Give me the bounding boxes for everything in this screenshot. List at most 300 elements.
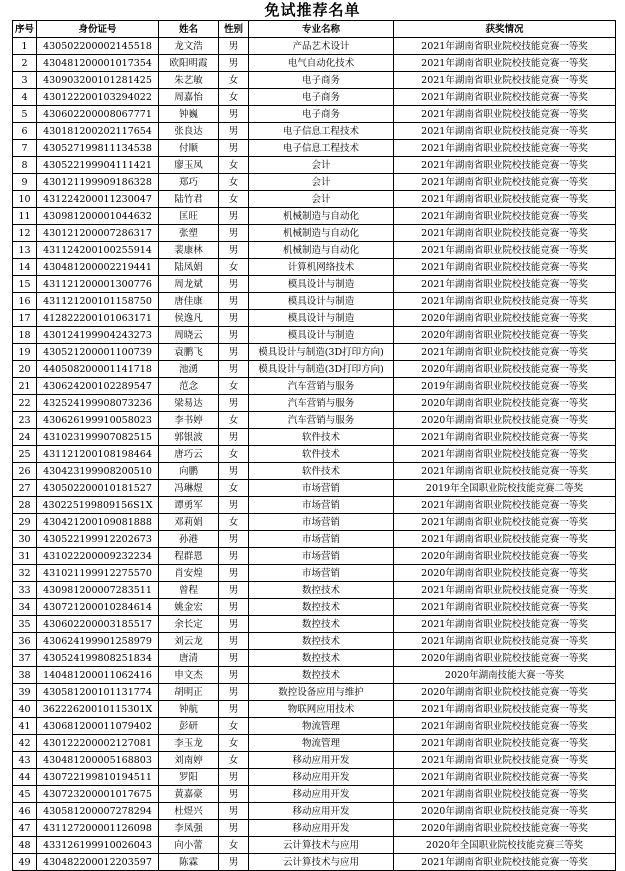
table-row [13,140,616,157]
cell-award: 2021年湖南省职业院校技能竞赛一等奖 [394,582,616,599]
table-row [13,55,616,72]
cell-gender: 男 [219,582,249,599]
cell-id-number: 431121200101158750 [37,293,159,310]
cell-name: 池湧 [159,361,219,378]
cell-major: 物流管理 [249,718,394,735]
cell-major: 市场营销 [249,548,394,565]
table-row [13,72,616,89]
cell-major: 市场营销 [249,514,394,531]
cell-award: 2021年湖南省职业院校技能竞赛一等奖 [394,344,616,361]
cell-name: 朱艺敏 [159,72,219,89]
table-row [13,191,616,208]
cell-id-number: 430225199809156S1X [37,497,159,514]
cell-id-number: 430121199909186328 [37,174,159,191]
table-row [13,106,616,123]
table-row [13,208,616,225]
cell-name: 梁易达 [159,395,219,412]
table-row [13,242,616,259]
cell-index: 47 [13,820,37,837]
cell-gender: 女 [219,157,249,174]
cell-index: 42 [13,735,37,752]
cell-major: 汽车营销与服务 [249,395,394,412]
table-body [13,38,616,871]
cell-award: 2021年湖南省职业院校技能竞赛一等奖 [394,157,616,174]
cell-gender: 女 [219,735,249,752]
cell-name: 袁鹏飞 [159,344,219,361]
cell-name: 钟巍 [159,106,219,123]
cell-name: 张塑 [159,225,219,242]
cell-index: 26 [13,463,37,480]
cell-id-number: 430502200010181527 [37,480,159,497]
cell-name: 黄嘉豪 [159,786,219,803]
table-row [13,616,616,633]
cell-award: 2021年湖南省职业院校技能竞赛一等奖 [394,514,616,531]
cell-gender: 男 [219,293,249,310]
cell-award: 2021年湖南省职业院校技能竞赛一等奖 [394,752,616,769]
cell-gender: 男 [219,701,249,718]
cell-award: 2021年湖南省职业院校技能竞赛一等奖 [394,531,616,548]
cell-id-number: 430122200002127081 [37,735,159,752]
cell-gender: 男 [219,395,249,412]
cell-award: 2021年湖南省职业院校技能竞赛一等奖 [394,854,616,871]
cell-award: 2020年湖南省职业院校技能竞赛一等奖 [394,548,616,565]
cell-id-number: 430722199810194511 [37,769,159,786]
table-row [13,582,616,599]
cell-award: 2021年湖南省职业院校技能竞赛一等奖 [394,174,616,191]
table-row [13,514,616,531]
cell-id-number: 430602200003185517 [37,616,159,633]
cell-award: 2021年湖南省职业院校技能竞赛一等奖 [394,701,616,718]
cell-major: 移动应用开发 [249,803,394,820]
cell-gender: 男 [219,463,249,480]
cell-major: 电子商务 [249,89,394,106]
cell-gender: 男 [219,310,249,327]
cell-name: 程群恩 [159,548,219,565]
cell-major: 市场营销 [249,497,394,514]
table-row [13,803,616,820]
cell-name: 姚金宏 [159,599,219,616]
cell-index: 12 [13,225,37,242]
cell-major: 模具设计与制造 [249,293,394,310]
table-row [13,497,616,514]
cell-award: 2021年湖南省职业院校技能竞赛一等奖 [394,446,616,463]
cell-award: 2021年湖南省职业院校技能竞赛一等奖 [394,599,616,616]
cell-major: 模具设计与制造 [249,276,394,293]
cell-major: 软件技术 [249,429,394,446]
cell-name: 李书婷 [159,412,219,429]
cell-award: 2019年湖南省职业院校技能竞赛一等奖 [394,378,616,395]
cell-major: 电子商务 [249,106,394,123]
cell-major: 机械制造与自动化 [249,208,394,225]
cell-award: 2021年湖南省职业院校技能竞赛一等奖 [394,633,616,650]
cell-award: 2021年湖南省职业院校技能竞赛一等奖 [394,38,616,55]
cell-id-number: 430481200002219441 [37,259,159,276]
cell-name: 彭研 [159,718,219,735]
cell-name: 唐佳康 [159,293,219,310]
header-name: 姓名 [159,21,219,38]
table-row [13,531,616,548]
cell-index: 32 [13,565,37,582]
cell-gender: 男 [219,684,249,701]
cell-id-number: 430581200101131774 [37,684,159,701]
cell-major: 模具设计与制造(3D打印方向) [249,344,394,361]
table-row [13,769,616,786]
cell-gender: 男 [219,820,249,837]
cell-name: 肖安煌 [159,565,219,582]
table-row [13,293,616,310]
cell-name: 陈霖 [159,854,219,871]
cell-gender: 男 [219,497,249,514]
cell-index: 44 [13,769,37,786]
cell-name: 冯琳煜 [159,480,219,497]
cell-gender: 男 [219,769,249,786]
cell-id-number: 430981200007283511 [37,582,159,599]
cell-index: 9 [13,174,37,191]
table-row [13,412,616,429]
cell-index: 29 [13,514,37,531]
cell-id-number: 431224200011230047 [37,191,159,208]
cell-name: 向小蕾 [159,837,219,854]
cell-major: 云计算技术与应用 [249,837,394,854]
cell-gender: 男 [219,327,249,344]
cell-major: 数控技术 [249,650,394,667]
cell-major: 汽车营销与服务 [249,378,394,395]
cell-index: 27 [13,480,37,497]
cell-index: 18 [13,327,37,344]
cell-gender: 男 [219,242,249,259]
cell-award: 2020年湖南技能大赛一等奖 [394,667,616,684]
cell-gender: 女 [219,480,249,497]
cell-major: 数控技术 [249,633,394,650]
cell-id-number: 431127200001126098 [37,820,159,837]
cell-name: 谭勇军 [159,497,219,514]
cell-id-number: 430482200012203597 [37,854,159,871]
cell-id-number: 431023199907082515 [37,429,159,446]
cell-index: 28 [13,497,37,514]
cell-gender: 男 [219,786,249,803]
cell-name: 付顺 [159,140,219,157]
cell-major: 机械制造与自动化 [249,225,394,242]
cell-award: 2021年湖南省职业院校技能竞赛一等奖 [394,225,616,242]
cell-gender: 女 [219,191,249,208]
cell-major: 汽车营销与服务 [249,412,394,429]
table-row [13,599,616,616]
cell-award: 2021年湖南省职业院校技能竞赛一等奖 [394,72,616,89]
cell-gender: 女 [219,378,249,395]
table-row [13,123,616,140]
cell-name: 周龙斌 [159,276,219,293]
cell-major: 机械制造与自动化 [249,242,394,259]
cell-name: 陆凤娟 [159,259,219,276]
cell-index: 40 [13,701,37,718]
table-row [13,854,616,871]
cell-gender: 女 [219,174,249,191]
cell-index: 5 [13,106,37,123]
cell-name: 郑巧 [159,174,219,191]
cell-award: 2021年湖南省职业院校技能竞赛一等奖 [394,718,616,735]
cell-award: 2021年湖南省职业院校技能竞赛一等奖 [394,497,616,514]
cell-major: 市场营销 [249,531,394,548]
cell-gender: 男 [219,803,249,820]
cell-index: 6 [13,123,37,140]
cell-major: 数控技术 [249,599,394,616]
cell-id-number: 433126199910026043 [37,837,159,854]
cell-award: 2020年湖南省职业院校技能竞赛一等奖 [394,310,616,327]
cell-award: 2021年湖南省职业院校技能竞赛一等奖 [394,55,616,72]
cell-id-number: 36222620010115301X [37,701,159,718]
cell-name: 钟航 [159,701,219,718]
cell-index: 15 [13,276,37,293]
cell-award: 2020年湖南省职业院校技能竞赛一等奖 [394,803,616,820]
table-row [13,718,616,735]
cell-gender: 女 [219,412,249,429]
cell-gender: 女 [219,89,249,106]
cell-gender: 男 [219,548,249,565]
cell-id-number: 430624200102289547 [37,378,159,395]
table-row [13,446,616,463]
cell-name: 欧阳明霞 [159,55,219,72]
cell-id-number: 430626199910058023 [37,412,159,429]
cell-id-number: 430527199811134538 [37,140,159,157]
cell-major: 会计 [249,191,394,208]
cell-gender: 男 [219,106,249,123]
cell-index: 48 [13,837,37,854]
cell-name: 裴康林 [159,242,219,259]
cell-major: 电子信息工程技术 [249,140,394,157]
cell-major: 物流管理 [249,735,394,752]
cell-index: 19 [13,344,37,361]
table-row [13,684,616,701]
cell-name: 唐清 [159,650,219,667]
cell-index: 41 [13,718,37,735]
table-row [13,327,616,344]
cell-name: 刘云龙 [159,633,219,650]
cell-id-number: 430723200001017675 [37,786,159,803]
cell-award: 2021年湖南省职业院校技能竞赛一等奖 [394,123,616,140]
header-major: 专业名称 [249,21,394,38]
cell-major: 电气自动化技术 [249,55,394,72]
cell-name: 杜煜兴 [159,803,219,820]
cell-gender: 男 [219,55,249,72]
cell-id-number: 432524199908073236 [37,395,159,412]
cell-award: 2021年湖南省职业院校技能竞赛一等奖 [394,735,616,752]
cell-award: 2020年湖南省职业院校技能竞赛一等奖 [394,684,616,701]
cell-index: 22 [13,395,37,412]
cell-name: 李凤强 [159,820,219,837]
cell-id-number: 431121200108198464 [37,446,159,463]
cell-id-number: 431124200100255914 [37,242,159,259]
cell-gender: 男 [219,123,249,140]
cell-gender: 男 [219,208,249,225]
cell-gender: 女 [219,752,249,769]
cell-id-number: 430681200011079402 [37,718,159,735]
page-title: 免试推荐名单 [264,1,361,19]
cell-major: 物联网应用技术 [249,701,394,718]
cell-gender: 女 [219,259,249,276]
cell-id-number: 430421200109081888 [37,514,159,531]
cell-gender: 女 [219,837,249,854]
cell-name: 李玉龙 [159,735,219,752]
table-row [13,395,616,412]
cell-id-number: 430502200002145518 [37,38,159,55]
cell-award: 2020年湖南省职业院校技能竞赛一等奖 [394,327,616,344]
cell-major: 移动应用开发 [249,786,394,803]
cell-name: 匡旺 [159,208,219,225]
cell-major: 会计 [249,174,394,191]
cell-id-number: 430181200202117654 [37,123,159,140]
table-row [13,667,616,684]
cell-name: 张良达 [159,123,219,140]
table-header-row [13,21,616,38]
cell-name: 罗阳 [159,769,219,786]
header-award: 获奖情况 [394,21,616,38]
cell-index: 45 [13,786,37,803]
cell-name: 曾程 [159,582,219,599]
cell-award: 2021年湖南省职业院校技能竞赛一等奖 [394,616,616,633]
cell-gender: 男 [219,854,249,871]
table-row [13,276,616,293]
cell-award: 2020年湖南省职业院校技能竞赛一等奖 [394,565,616,582]
cell-gender: 女 [219,718,249,735]
cell-gender: 男 [219,599,249,616]
cell-index: 24 [13,429,37,446]
cell-award: 2021年湖南省职业院校技能竞赛一等奖 [394,786,616,803]
table-row [13,565,616,582]
cell-major: 市场营销 [249,565,394,582]
cell-gender: 男 [219,531,249,548]
cell-index: 39 [13,684,37,701]
cell-gender: 女 [219,514,249,531]
cell-index: 33 [13,582,37,599]
cell-name: 廖玉凤 [159,157,219,174]
cell-major: 数控技术 [249,667,394,684]
cell-id-number: 431022200009232234 [37,548,159,565]
cell-award: 2021年湖南省职业院校技能竞赛一等奖 [394,208,616,225]
cell-award: 2019年全国职业院校技能竞赛二等奖 [394,480,616,497]
cell-index: 1 [13,38,37,55]
cell-award: 2021年湖南省职业院校技能竞赛一等奖 [394,293,616,310]
cell-award: 2020年湖南省职业院校技能竞赛一等奖 [394,395,616,412]
cell-name: 周晓云 [159,327,219,344]
cell-major: 移动应用开发 [249,769,394,786]
cell-major: 软件技术 [249,446,394,463]
cell-major: 数控技术 [249,582,394,599]
table-row [13,89,616,106]
cell-index: 38 [13,667,37,684]
cell-index: 25 [13,446,37,463]
cell-id-number: 430903200101281425 [37,72,159,89]
table-row [13,820,616,837]
cell-id-number: 440508200001141718 [37,361,159,378]
cell-gender: 男 [219,616,249,633]
cell-id-number: 430721200010284614 [37,599,159,616]
cell-award: 2020年全国职业院校技能竞赛三等奖 [394,837,616,854]
cell-gender: 男 [219,650,249,667]
cell-gender: 男 [219,276,249,293]
cell-gender: 男 [219,429,249,446]
table-row [13,361,616,378]
cell-index: 37 [13,650,37,667]
cell-major: 移动应用开发 [249,820,394,837]
cell-name: 侯逸凡 [159,310,219,327]
cell-index: 36 [13,633,37,650]
table-row [13,735,616,752]
cell-name: 龙文浩 [159,38,219,55]
header-id-number: 身份证号 [37,21,159,38]
table-row [13,157,616,174]
cell-gender: 男 [219,38,249,55]
cell-name: 申文杰 [159,667,219,684]
cell-id-number: 430624199901258979 [37,633,159,650]
cell-index: 8 [13,157,37,174]
cell-gender: 男 [219,633,249,650]
cell-id-number: 430124199904243273 [37,327,159,344]
table-row [13,650,616,667]
cell-award: 2020年湖南省职业院校技能竞赛一等奖 [394,820,616,837]
cell-major: 产品艺术设计 [249,38,394,55]
cell-name: 胡明正 [159,684,219,701]
candidate-table [12,20,616,871]
cell-name: 余长定 [159,616,219,633]
cell-index: 17 [13,310,37,327]
cell-name: 唐巧云 [159,446,219,463]
cell-name: 周嘉怡 [159,89,219,106]
cell-award: 2020年湖南省职业院校技能竞赛一等奖 [394,650,616,667]
cell-name: 陆竹君 [159,191,219,208]
table-row [13,38,616,55]
cell-name: 郭银波 [159,429,219,446]
table-row [13,174,616,191]
table-row [13,429,616,446]
table-row [13,378,616,395]
cell-major: 会计 [249,157,394,174]
cell-award: 2021年湖南省职业院校技能竞赛一等奖 [394,191,616,208]
cell-id-number: 430481200005168803 [37,752,159,769]
table-row [13,701,616,718]
cell-index: 30 [13,531,37,548]
cell-name: 向鹏 [159,463,219,480]
cell-id-number: 431021199912275570 [37,565,159,582]
cell-id-number: 430522199912202673 [37,531,159,548]
cell-major: 模具设计与制造(3D打印方向) [249,361,394,378]
cell-award: 2021年湖南省职业院校技能竞赛一等奖 [394,140,616,157]
table-row [13,548,616,565]
cell-id-number: 430121200007286317 [37,225,159,242]
cell-major: 数控技术 [249,616,394,633]
cell-index: 46 [13,803,37,820]
cell-award: 2021年湖南省职业院校技能竞赛一等奖 [394,276,616,293]
cell-id-number: 430521200001100739 [37,344,159,361]
cell-id-number: 430423199908200510 [37,463,159,480]
cell-major: 模具设计与制造 [249,310,394,327]
cell-major: 计算机网络技术 [249,259,394,276]
cell-gender: 女 [219,446,249,463]
table-row [13,310,616,327]
cell-index: 34 [13,599,37,616]
table-row [13,837,616,854]
cell-name: 邓莉娟 [159,514,219,531]
cell-award: 2021年湖南省职业院校技能竞赛一等奖 [394,89,616,106]
cell-award: 2021年湖南省职业院校技能竞赛一等奖 [394,259,616,276]
cell-id-number: 430122200103294022 [37,89,159,106]
table-row [13,480,616,497]
table-row [13,259,616,276]
cell-award: 2021年湖南省职业院校技能竞赛一等奖 [394,769,616,786]
cell-major: 软件技术 [249,463,394,480]
cell-id-number: 430522199904111421 [37,157,159,174]
cell-index: 49 [13,854,37,871]
cell-index: 2 [13,55,37,72]
